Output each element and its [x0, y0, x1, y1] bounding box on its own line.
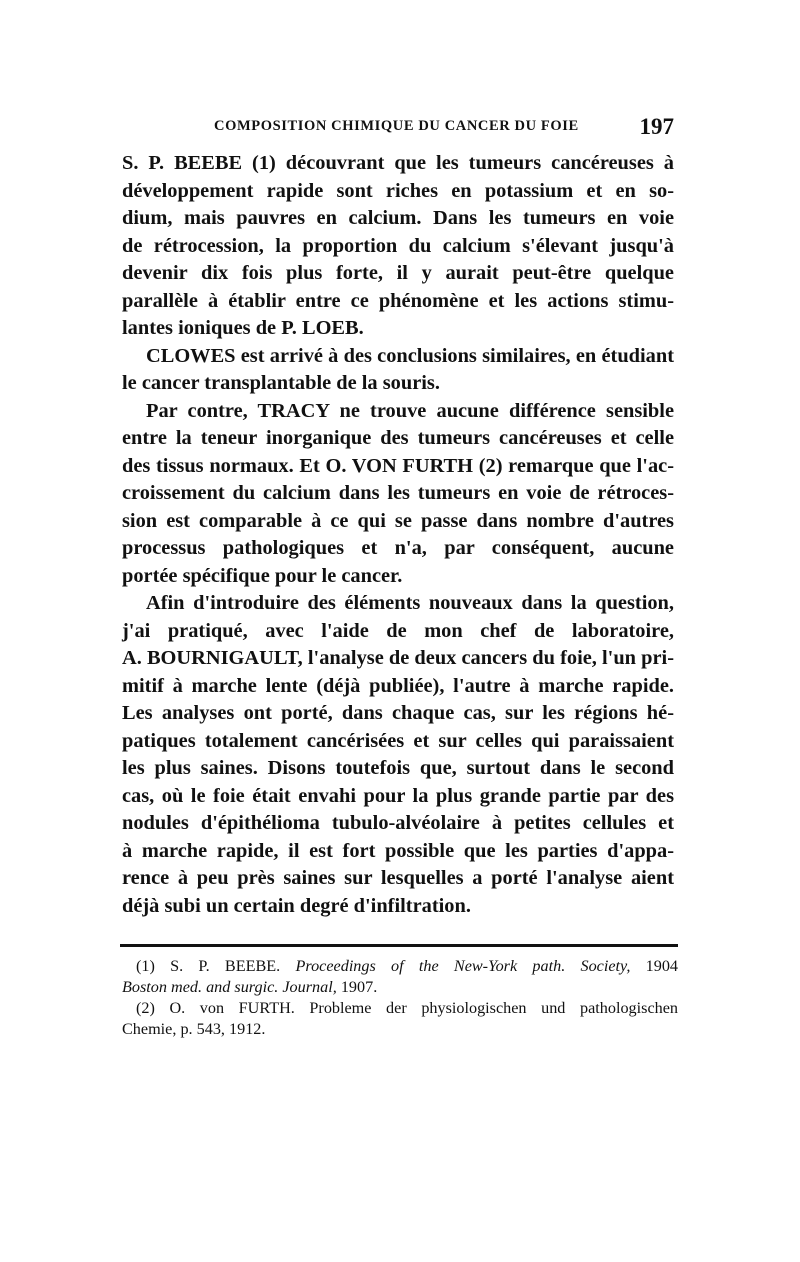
footnote-1-marker: (1) [136, 957, 155, 975]
footnote-1-journal: Boston med. and surgic. Journal, [122, 978, 337, 996]
text-line: cas, où le foie était envahi pour la plus grande partie par des [122, 784, 674, 807]
text-line: à marche rapide, il est fort possible que les parties d'appa- [122, 839, 674, 862]
text-line: processus pathologiques et n'a, par conséquent, aucune [122, 537, 674, 559]
running-header [214, 114, 674, 144]
text-line: portée spécifique pour le cancer. [122, 564, 403, 587]
footnotes [122, 956, 678, 1040]
footnote-2-author: O. von FURTH. [169, 999, 295, 1017]
footnote-2-text: Probleme der physiologischen und pathologischen [309, 999, 678, 1017]
text-line: lantes ioniques de P. LOEB. [122, 317, 364, 339]
footnote-1-journal-year: 1907. [340, 978, 378, 996]
text-line: entre la teneur inorganique des tumeurs cancéreuses et celle [122, 427, 674, 449]
footnote-1-author: S. P. BEEBE. [170, 957, 281, 975]
footnote-1-title: Proceedings of the New-York path. Society, [295, 957, 631, 975]
page-number: 197 [639, 114, 674, 139]
text-line: des tissus normaux. Et O. VON FURTH (2) remarque que l'ac- [122, 454, 674, 477]
text-line: rence à peu près saines sur lesquelles a porté l'analyse aient [122, 867, 674, 889]
text-line: parallèle à établir entre ce phénomène et les actions stimu- [122, 289, 674, 312]
text-line: A. BOURNIGAULT, l'analyse de deux cancers du foie, l'un pri- [122, 647, 674, 669]
text-line: patiques totalement cancérisées et sur celles qui paraissaient [122, 729, 674, 752]
text-line: Afin d'introduire des éléments nouveaux dans la question, [146, 592, 674, 614]
footnote-2-marker: (2) [136, 999, 155, 1017]
text-line: développement rapide sont riches en potassium et en so- [122, 179, 674, 202]
text-line: j'ai pratiqué, avec l'aide de mon chef de laboratoire, [122, 619, 674, 642]
text-line: sion est comparable à ce qui se passe dans nombre d'autres [122, 509, 674, 532]
text-line: les plus saines. Disons toutefois que, surtout dans le second [122, 757, 674, 779]
footnote-divider [120, 944, 678, 947]
text-line: de rétrocession, la proportion du calcium s'élevant jusqu'à [122, 234, 674, 257]
footnote-1 [122, 956, 678, 977]
footnote-1-continued [122, 977, 678, 998]
text-line: Les analyses ont porté, dans chaque cas, sur les régions hé- [122, 702, 674, 724]
body-text [122, 150, 674, 920]
running-header-title: COMPOSITION CHIMIQUE DU CANCER DU FOIE [214, 118, 579, 134]
footnote-1-year: 1904 [645, 957, 679, 975]
text-line: devenir dix fois plus forte, il y aurait peut-être quelque [122, 262, 674, 284]
text-line: croissement du calcium dans les tumeurs en voie de rétroces- [122, 482, 674, 504]
text-line: déjà subi un certain degré d'infiltration. [122, 894, 471, 917]
text-line: le cancer transplantable de la souris. [122, 372, 440, 394]
text-line: dium, mais pauvres en calcium. Dans les tumeurs en voie [122, 207, 674, 229]
text-line: nodules d'épithélioma tubulo-alvéolaire à petites cellules et [122, 812, 674, 834]
text-line: CLOWES est arrivé à des conclusions similaires, en étudiant [146, 344, 674, 367]
footnote-2-continued: Chemie, p. 543, 1912. [122, 1020, 266, 1038]
text-line: mitif à marche lente (déjà publiée), l'autre à marche rapide. [122, 674, 674, 697]
text-line: S. P. BEEBE (1) découvrant que les tumeurs cancéreuses à [122, 152, 674, 174]
text-line: Par contre, TRACY ne trouve aucune différence sensible [146, 399, 674, 422]
footnote-2 [122, 998, 678, 1019]
